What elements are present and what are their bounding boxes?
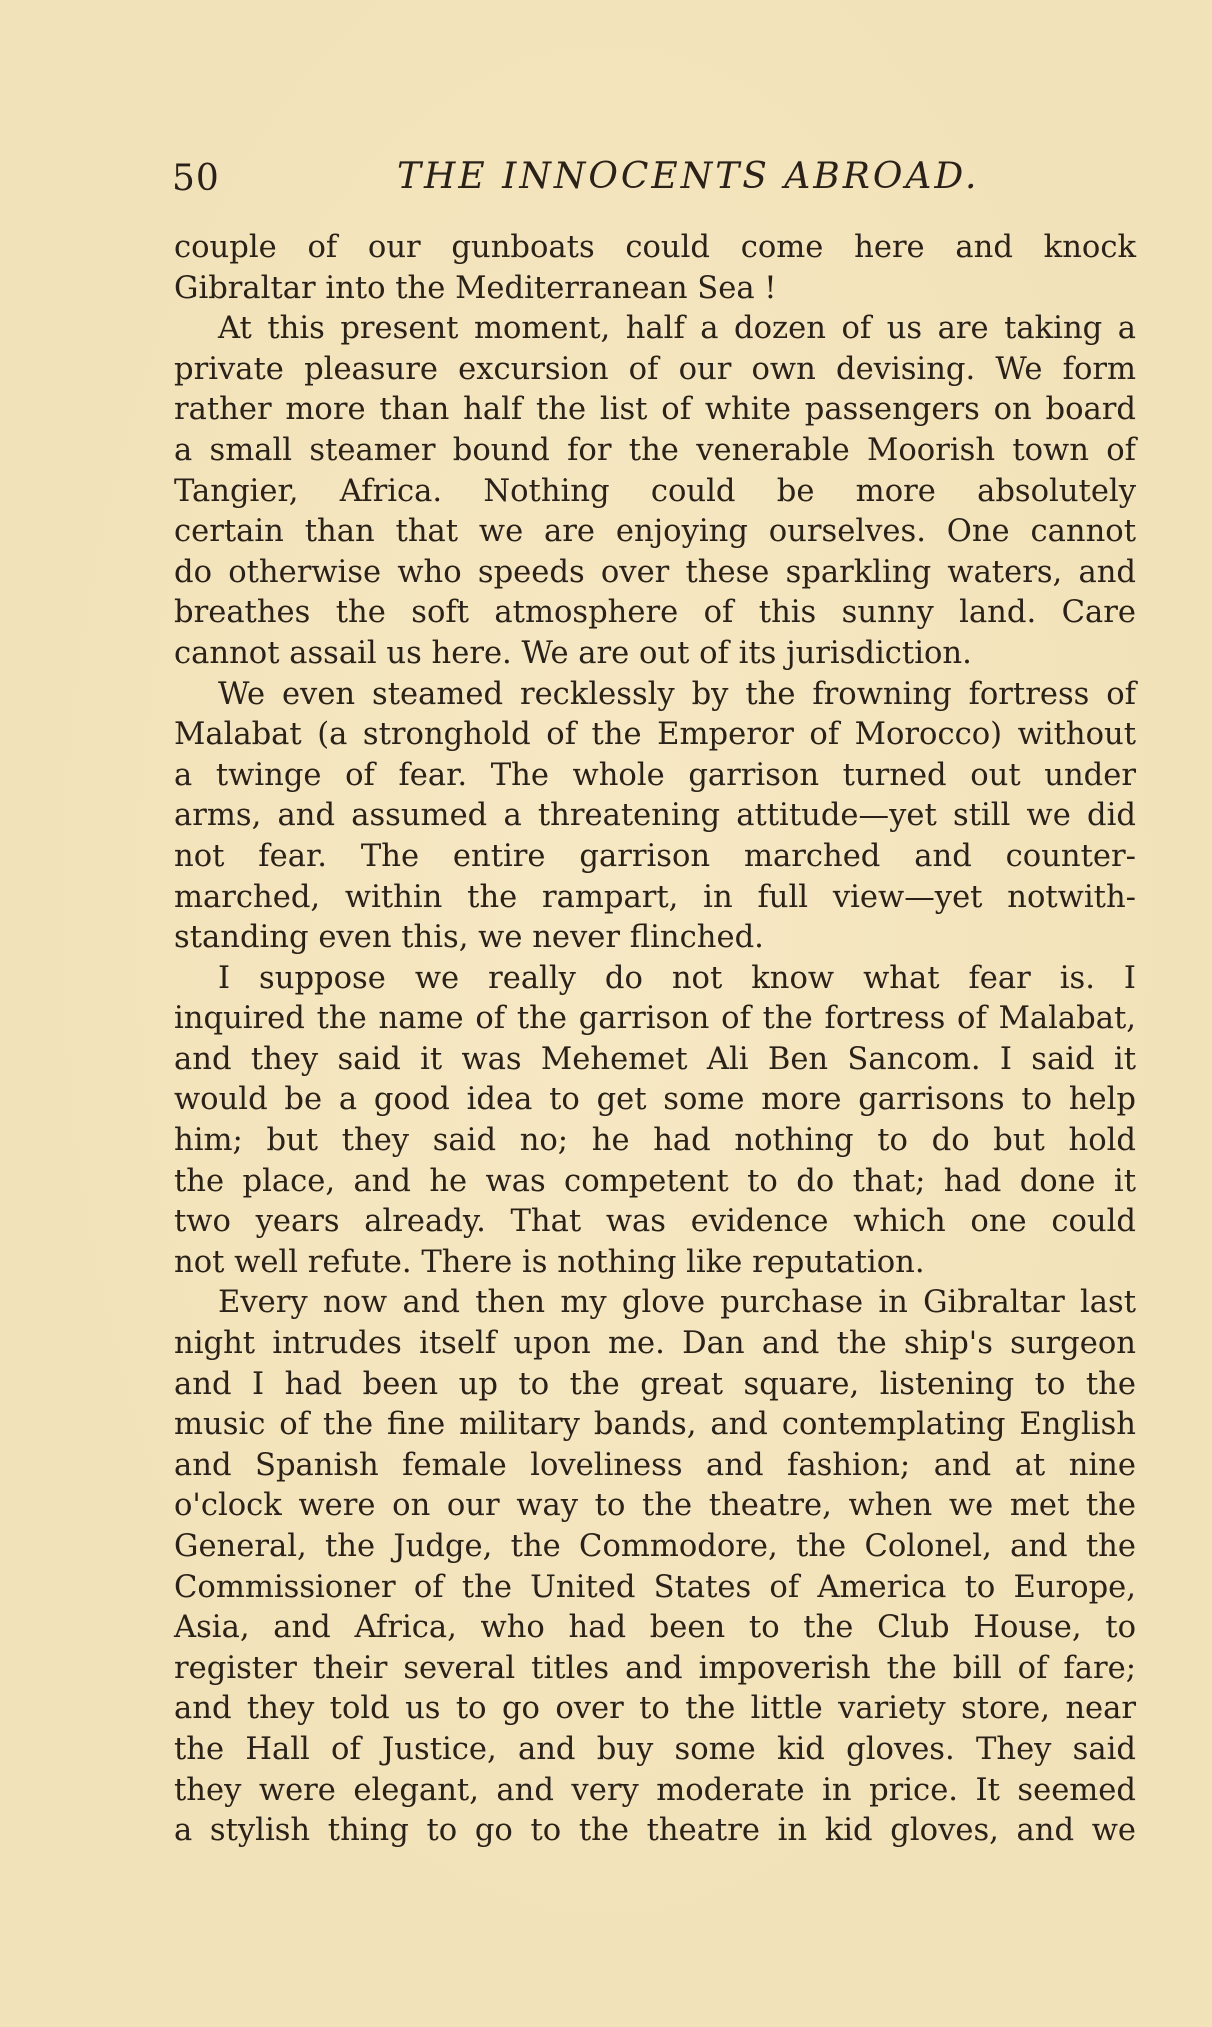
text-line: two years already. That was evidence which one could [174,1204,1136,1240]
text-line: standing even this, we never flinched. [174,920,764,956]
text-line: Tangier, Africa. Nothing could be more absolutely [174,473,1136,509]
text-line: couple of our gunboats could come here and knock [174,230,1136,265]
text-line: inquired the name of the garrison of the fortress of Malabat, [174,1001,1136,1037]
text-line: not well refute. There is nothing like reputation. [174,1244,925,1280]
page-header [172,152,980,208]
text-line: do otherwise who speeds over these sparkling waters, and [174,554,1136,590]
text-line: marched, within the rampart, in full view—yet notwith- [174,879,1136,915]
text-line: and they told us to go over to the little variety store, near [174,1691,1136,1727]
page-number: 50 [172,158,220,199]
text-line: Commissioner of the United States of America to Europe, [174,1569,1136,1605]
text-line: him; but they said no; he had nothing to do but hold [174,1123,1136,1159]
text-line: register their several titles and impoverish the bill of fare; [174,1650,1136,1686]
text-line: certain than that we are enjoying ourselves. One cannot [174,514,1136,550]
text-line: the place, and he was competent to do that; had done it [174,1163,1136,1199]
text-line: a small steamer bound for the venerable Moorish town of [174,432,1136,468]
text-line: General, the Judge, the Commodore, the Colonel, and the [174,1529,1136,1564]
text-line: and they said it was Mehemet Ali Ben Sancom. I said it [174,1041,1136,1077]
body-text [174,228,1136,1852]
text-line: a twinge of fear. The whole garrison turned out under [174,757,1136,793]
text-line: o'clock were on our way to the theatre, when we met the [174,1488,1136,1524]
text-line: cannot assail us here. We are out of its jurisdiction. [174,635,972,671]
text-line: would be a good idea to get some more garrisons to help [174,1082,1136,1118]
text-line: and I had been up to the great square, listening to the [174,1366,1136,1402]
text-line: rather more than half the list of white passengers on board [174,392,1136,428]
text-line: arms, and assumed a threatening attitude—yet still we did [174,798,1136,834]
text-line: At this present moment, half a dozen of us are taking a [218,311,1136,347]
text-line: Gibraltar into the Mediterranean Sea ! [174,270,777,306]
text-line: night intrudes itself upon me. Dan and the ship's surgeon [174,1326,1136,1362]
text-line: breathes the soft atmosphere of this sunny land. Care [174,595,1136,631]
text-line: private pleasure excursion of our own devising. We form [174,351,1136,387]
text-line: the Hall of Justice, and buy some kid gloves. They said [174,1731,1136,1767]
text-line: a stylish thing to go to the theatre in kid gloves, and we [174,1813,1136,1849]
running-title: THE INNOCENTS ABROAD. [397,156,980,197]
text-line: Asia, and Africa, who had been to the Club House, to [174,1610,1136,1646]
text-line: and Spanish female loveliness and fashion; and at nine [174,1447,1136,1483]
text-line: music of the fine military bands, and contemplating English [174,1407,1136,1443]
text-line: Malabat (a stronghold of the Emperor of Morocco) without [174,717,1136,753]
text-line: We even steamed recklessly by the frowning fortress of [218,676,1136,712]
text-line: I suppose we really do not know what fear is. I [218,960,1136,996]
text-line: Every now and then my glove purchase in Gibraltar last [218,1285,1136,1321]
text-line: they were elegant, and very moderate in price. It seemed [174,1772,1136,1808]
text-line: not fear. The entire garrison marched and counter- [174,838,1136,874]
